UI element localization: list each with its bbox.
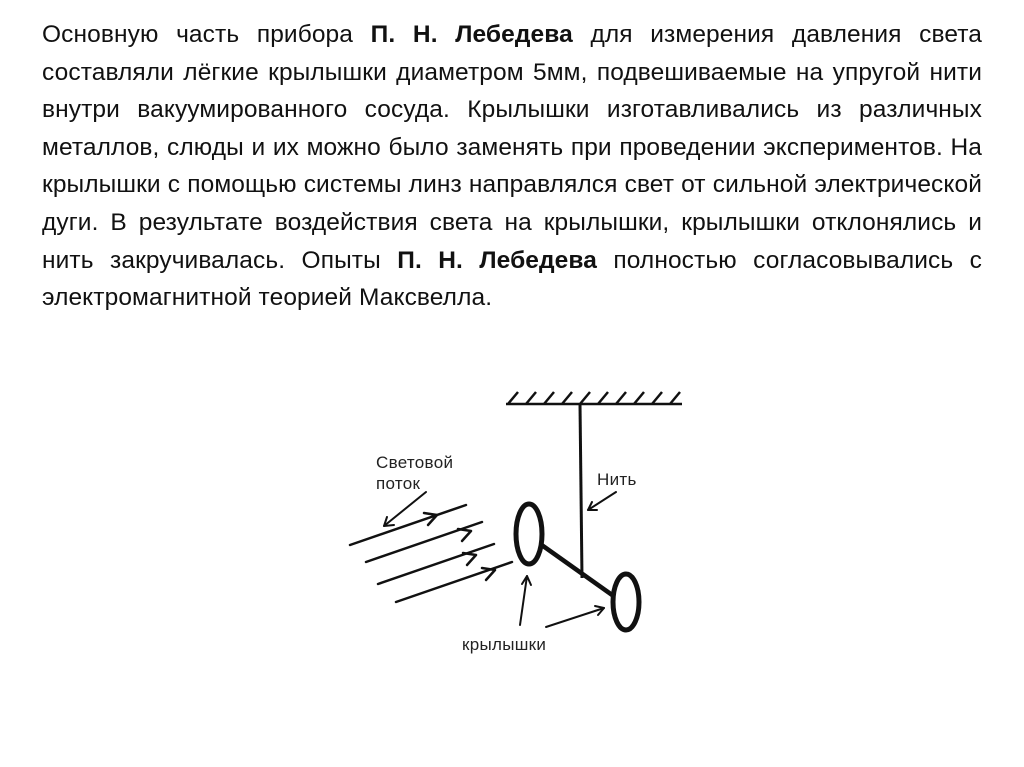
light-ray-3 (378, 544, 494, 584)
ceiling-support (506, 392, 682, 404)
paragraph-middle: для измерения давления света составляли лёгкие крылышки диаметром 5мм, подвешиваемые на упругой нити внутри вакуумированного сосуда. Крылышки изготавливались из различных металлов, слюды и их можно было заменять при проведении экспериментов. На крылышки с помощью системы линз направлялся свет от сильной электрической дуги. В результате воздействия света на крылышки, крылышки отклонялись и нить закручивалась. Опыты (42, 21, 983, 274)
wings-label: крылышки (462, 635, 547, 654)
light-ray-4 (396, 562, 512, 602)
scientist-name-first: П. Н. Лебедева (370, 21, 573, 48)
light-flow-label-line1: Световой (376, 453, 454, 472)
wing-left (516, 504, 542, 564)
thread-label: Нить (597, 470, 637, 489)
wing-right (613, 574, 639, 630)
diagram-drawing (336, 380, 696, 660)
light-rays (350, 505, 512, 602)
lebedev-apparatus-diagram (336, 380, 696, 660)
paragraph-end: полностью согласовывались с электромагнитной теорией Максвелла. (42, 246, 982, 312)
thread-line (580, 404, 582, 578)
light-ray-2 (366, 522, 482, 562)
light-ray-1 (350, 505, 466, 545)
thread-label-pointer (588, 492, 616, 510)
wings-label-pointers (520, 576, 604, 627)
paragraph-intro: Основную часть прибора (42, 21, 371, 48)
light-flow-label-line2: поток (376, 474, 421, 493)
scientist-name-second: П. Н. Лебедева (397, 246, 597, 274)
body-paragraph (42, 16, 982, 317)
